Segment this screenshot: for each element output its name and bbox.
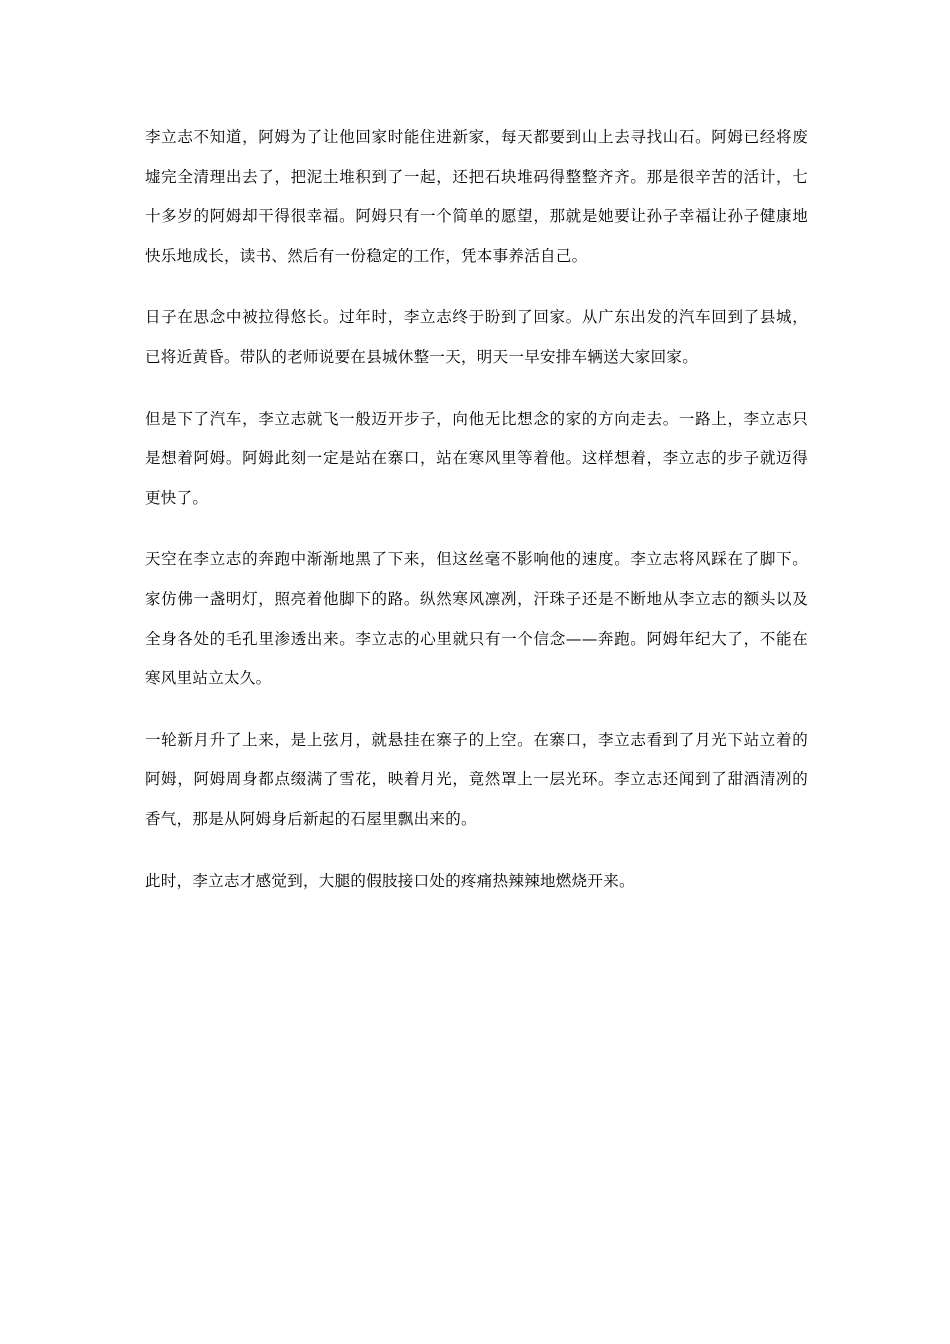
paragraph-4: 天空在李立志的奔跑中渐渐地黑了下来，但这丝毫不影响他的速度。李立志将风踩在了脚下。家仿佛一盏明灯，照亮着他脚下的路。纵然寒风凛冽，汗珠子还是不断地从李立志的额头以及全身各处的毛孔里渗透出来。李立志的心里就只有一个信念——奔跑。阿姆年纪大了，不能在寒风里站立太久。: [145, 550, 808, 688]
paragraph-6: 此时，李立志才感觉到，大腿的假肢接口处的疼痛热辣辣地燃烧开来。: [145, 871, 635, 890]
paragraph-3: 但是下了汽车，李立志就飞一般迈开步子，向他无比想念的家的方向走去。一路上，李立志只是想着阿姆。阿姆此刻一定是站在寨口，站在寒风里等着他。这样想着，李立志的步子就迈得更快了。: [145, 409, 808, 507]
paragraph-2: 日子在思念中被拉得悠长。过年时，李立志终于盼到了回家。从广东出发的汽车回到了县城，已将近黄昏。带队的老师说要在县城休整一天，明天一早安排车辆送大家回家。: [145, 308, 808, 366]
document-body: [145, 118, 808, 923]
paragraph-1: 李立志不知道，阿姆为了让他回家时能住进新家，每天都要到山上去寻找山石。阿姆已经将废墟完全清理出去了，把泥土堆积到了一起，还把石块堆码得整整齐齐。那是很辛苦的活计，七十多岁的阿姆却干得很幸福。阿姆只有一个简单的愿望，那就是她要让孙子幸福让孙子健康地快乐地成长，读书、然后有一份稳定的工作，凭本事养活自己。: [145, 128, 808, 265]
paragraph-5: 一轮新月升了上来，是上弦月，就悬挂在寨子的上空。在寨口，李立志看到了月光下站立着的阿姆，阿姆周身都点缀满了雪花，映着月光，竟然罩上一层光环。李立志还闻到了甜酒清冽的香气，那是从阿姆身后新起的石屋里飘出来的。: [145, 730, 808, 828]
